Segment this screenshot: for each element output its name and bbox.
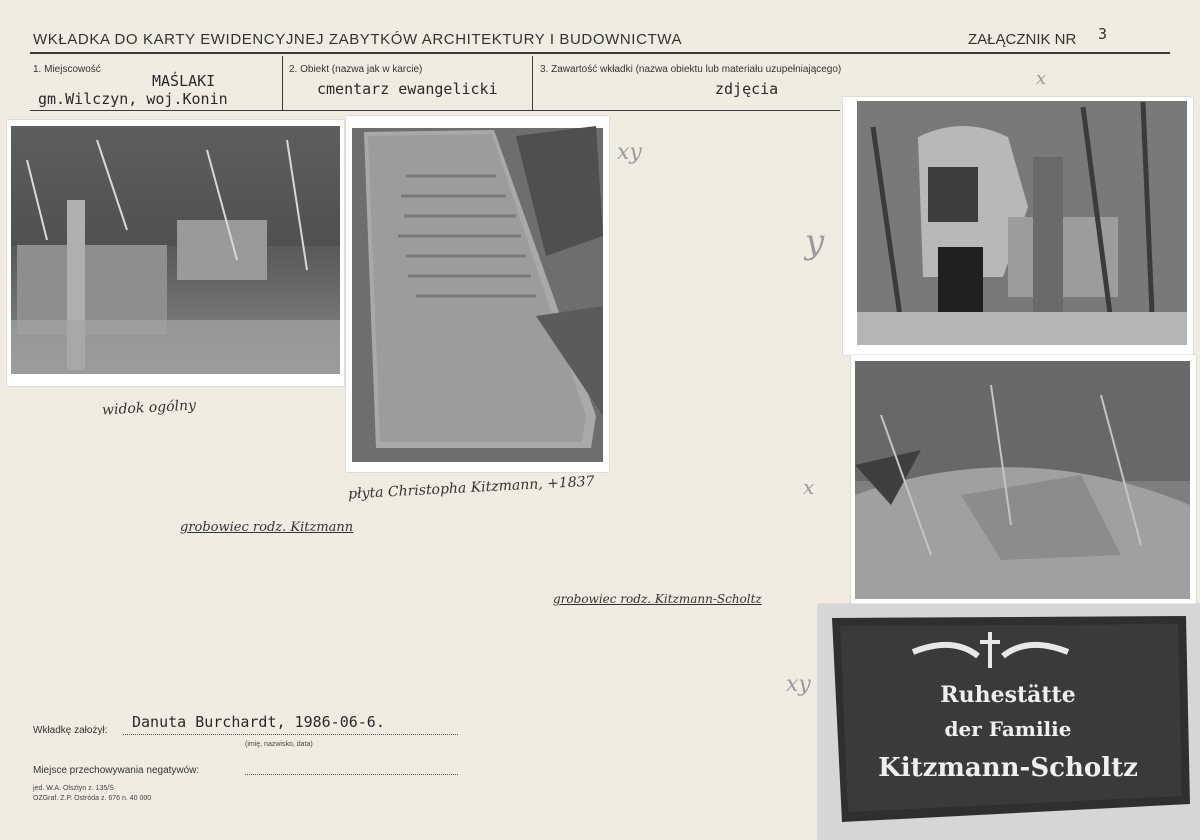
photo-tomb-mound: [851, 355, 1196, 605]
caption-plate: płyta Christopha Kitzmann, +1837: [347, 473, 595, 503]
caption-tomb-kitzmann-scholtz: grobowiec rodz. Kitzmann-Scholtz: [553, 592, 762, 606]
sign-line-3: Kitzmann-Scholtz: [878, 753, 1138, 783]
attachment-number: 3: [1098, 25, 1108, 43]
photo-tomb-entrance: [843, 97, 1193, 355]
photo-tomb-entrance-image: [843, 97, 1193, 355]
created-by-value: Danuta Burchardt, 1986-06-6.: [132, 713, 385, 731]
field-divider-1: [282, 56, 283, 110]
photo-sign-image: [818, 604, 1200, 840]
field-rule-bottom: [30, 110, 840, 111]
mark-xy-bottom: xy: [786, 672, 811, 697]
print-note-2: OZGraf. Z.P. Ostróda z. 676 n. 40 000: [33, 795, 152, 802]
content-value: zdjęcia: [715, 80, 779, 98]
sign-line-1: Ruhestätte: [940, 682, 1076, 708]
photo-tombstone-plate: [346, 116, 609, 472]
object-label: 2. Obiekt (nazwa jak w karcie): [289, 64, 423, 75]
header-rule: [30, 52, 1170, 54]
photo-tombstone-plate-image: [346, 116, 609, 472]
place-label: 1. Miejscowość: [33, 64, 101, 75]
photo-sign: [818, 604, 1200, 840]
object-value: cmentarz ewangelicki: [317, 80, 498, 98]
created-by-line: [123, 734, 458, 735]
created-by-hint: (imię, nazwisko, data): [245, 741, 313, 748]
photo-general-view: [7, 120, 344, 386]
created-by-label: Wkładkę założył:: [33, 725, 108, 736]
photo-tomb-mound-image: [851, 355, 1196, 605]
content-label: 3. Zawartość wkładki (nazwa obiektu lub materiału uzupełniającego): [540, 64, 842, 75]
form-title: WKŁADKA DO KARTY EWIDENCYJNEJ ZABYTKÓW ARCHITEKTURY I BUDOWNICTWA: [33, 31, 683, 48]
negatives-label: Miejsce przechowywania negatywów:: [33, 765, 200, 776]
mark-y-middle: y: [805, 222, 825, 262]
photo-general-view-image: [7, 120, 344, 386]
field-divider-2: [532, 56, 533, 110]
print-note-1: jed. W.A. Olsztyn z. 135/S: [33, 785, 114, 792]
caption-general-view: widok ogólny: [101, 397, 197, 419]
place-value-town: MAŚLAKI: [152, 72, 216, 90]
caption-tomb-kitzmann: grobowiec rodz. Kitzmann: [180, 520, 354, 535]
mark-xy-top: xy: [617, 140, 642, 165]
place-value-district: gm.Wilczyn, woj.Konin: [38, 90, 228, 108]
attachment-label: ZAŁĄCZNIK NR: [968, 31, 1077, 48]
mark-x-top: x: [1036, 68, 1047, 89]
negatives-line: [245, 774, 458, 775]
mark-x-middle: x: [803, 475, 815, 499]
sign-line-2: der Familie: [944, 717, 1072, 741]
